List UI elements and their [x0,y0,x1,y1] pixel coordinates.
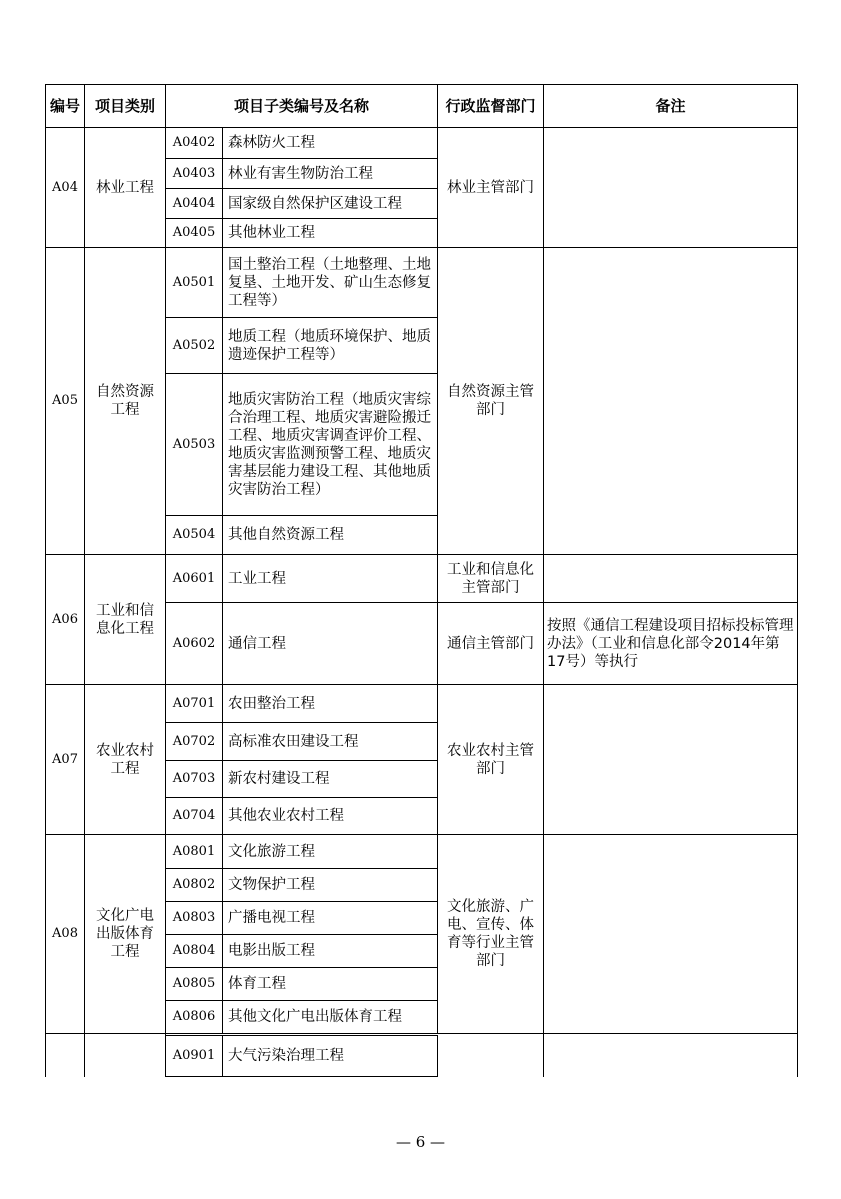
item-code: A0805 [172,976,216,991]
item-code: A0703 [172,771,216,786]
header-code: 编号 [49,97,80,115]
item-name: 其他农业农村工程 [228,808,344,824]
item-name: 体育工程 [228,976,286,992]
item-remarks: 按照《通信工程建设项目招标投标管理办法》（工业和信息化部令2014年第17号）等执行 [547,617,794,670]
item-code: A0702 [172,733,216,749]
item-name: 其他林业工程 [228,225,315,241]
item-department: 通信主管部门 [447,635,534,652]
item-code: A0704 [172,808,216,823]
item-name: 林业有害生物防治工程 [228,165,373,182]
item-code: A0504 [172,527,216,542]
row-divider [165,188,438,189]
row-divider [45,247,798,248]
column-divider [437,1035,438,1076]
item-code: A0701 [172,695,216,711]
group-code: A07 [52,751,78,767]
group-department: 农业农村主管部门 [447,742,534,777]
item-name: 广播电视工程 [228,910,315,926]
item-name: 大气污染治理工程 [228,1048,344,1064]
group-department: 文化旅游、广电、宣传、体育等行业主管部门 [447,899,534,969]
row-divider [165,515,438,516]
item-code: A0501 [172,274,216,290]
item-name: 工业工程 [228,570,286,587]
group-category: 农业农村工程 [96,742,154,777]
row-divider [45,1033,798,1034]
column-divider [84,84,85,1077]
row-divider [165,797,438,798]
item-code: A0403 [172,165,216,181]
header-remarks: 备注 [655,97,686,115]
table-border [45,84,46,1077]
group-code: A08 [52,926,78,941]
row-divider [45,834,798,835]
item-code: A0503 [172,436,216,452]
item-code: A0601 [172,570,216,586]
row-divider [165,1076,438,1077]
group-code [46,1034,84,1076]
row-divider [165,901,438,902]
item-code: A0602 [172,635,216,651]
item-name: 国土整治工程（土地整理、土地复垦、土地开发、矿山生态修复工程等） [228,256,431,309]
item-name: 文化旅游工程 [228,843,315,860]
item-code: A0806 [172,1009,216,1024]
item-department: 工业和信息化主管部门 [447,561,534,596]
item-name: 新农村建设工程 [228,771,330,787]
row-divider [45,127,798,128]
item-code: A0402 [172,135,216,150]
item-name: 通信工程 [228,635,286,652]
item-name: 地质灾害防治工程（地质灾害综合治理工程、地质灾害避险搬迁工程、地质灾害调查评价工程、地质灾害监测预警工程、地质灾害基层能力建设工程、其他地质灾害防治工程） [228,391,431,498]
item-code: A0502 [172,337,216,353]
header-category: 项目类别 [94,97,155,115]
group-code: A05 [52,393,78,408]
column-divider [222,1035,223,1076]
row-divider [165,158,438,159]
column-divider [222,127,223,1033]
row-divider [165,760,438,761]
row-divider [165,1000,438,1001]
row-divider [165,1035,438,1036]
item-name: 其他文化广电出版体育工程 [228,1009,402,1025]
item-code: A0802 [172,877,216,892]
group-category: 文化广电出版体育工程 [96,908,154,960]
header-subcategory: 项目子类编号及名称 [233,97,369,115]
item-name: 其他自然资源工程 [228,527,344,543]
page-number: — 6 — [395,1133,446,1151]
column-divider [165,84,166,1077]
item-name: 文物保护工程 [228,877,315,893]
group-department: 自然资源主管部门 [447,384,534,418]
row-divider [165,218,438,219]
group-category: 自然资源工程 [96,384,154,418]
row-divider [165,967,438,968]
item-code: A0803 [172,910,216,925]
header-department: 行政监督部门 [445,97,536,115]
table-border [797,84,798,1077]
group-category: 工业和信息化工程 [96,602,154,637]
group-category: 林业工程 [96,179,154,196]
item-name: 高标准农田建设工程 [228,733,359,750]
item-code: A0801 [172,843,216,859]
row-divider [165,868,438,869]
group-department: 林业主管部门 [447,179,534,196]
row-divider [165,317,438,318]
row-divider [45,684,798,685]
table-border [45,84,798,85]
group-code: A04 [52,179,78,195]
item-code: A0404 [172,195,216,211]
item-name: 森林防火工程 [228,135,315,151]
item-name: 农田整治工程 [228,695,315,712]
item-remarks [544,555,797,602]
group-category [85,1034,165,1076]
item-name: 国家级自然保护区建设工程 [228,195,402,212]
item-name: 电影出版工程 [228,943,315,959]
item-code: A0901 [172,1048,216,1063]
row-divider [165,934,438,935]
column-divider [437,84,438,1033]
item-code: A0804 [172,943,216,958]
item-code: A0405 [172,225,216,240]
group-code: A06 [52,611,78,627]
row-divider [45,554,798,555]
row-divider [165,722,438,723]
row-divider [165,373,438,374]
item-name: 地质工程（地质环境保护、地质遗迹保护工程等） [228,328,431,363]
row-divider [165,602,798,603]
column-divider [543,84,544,1077]
